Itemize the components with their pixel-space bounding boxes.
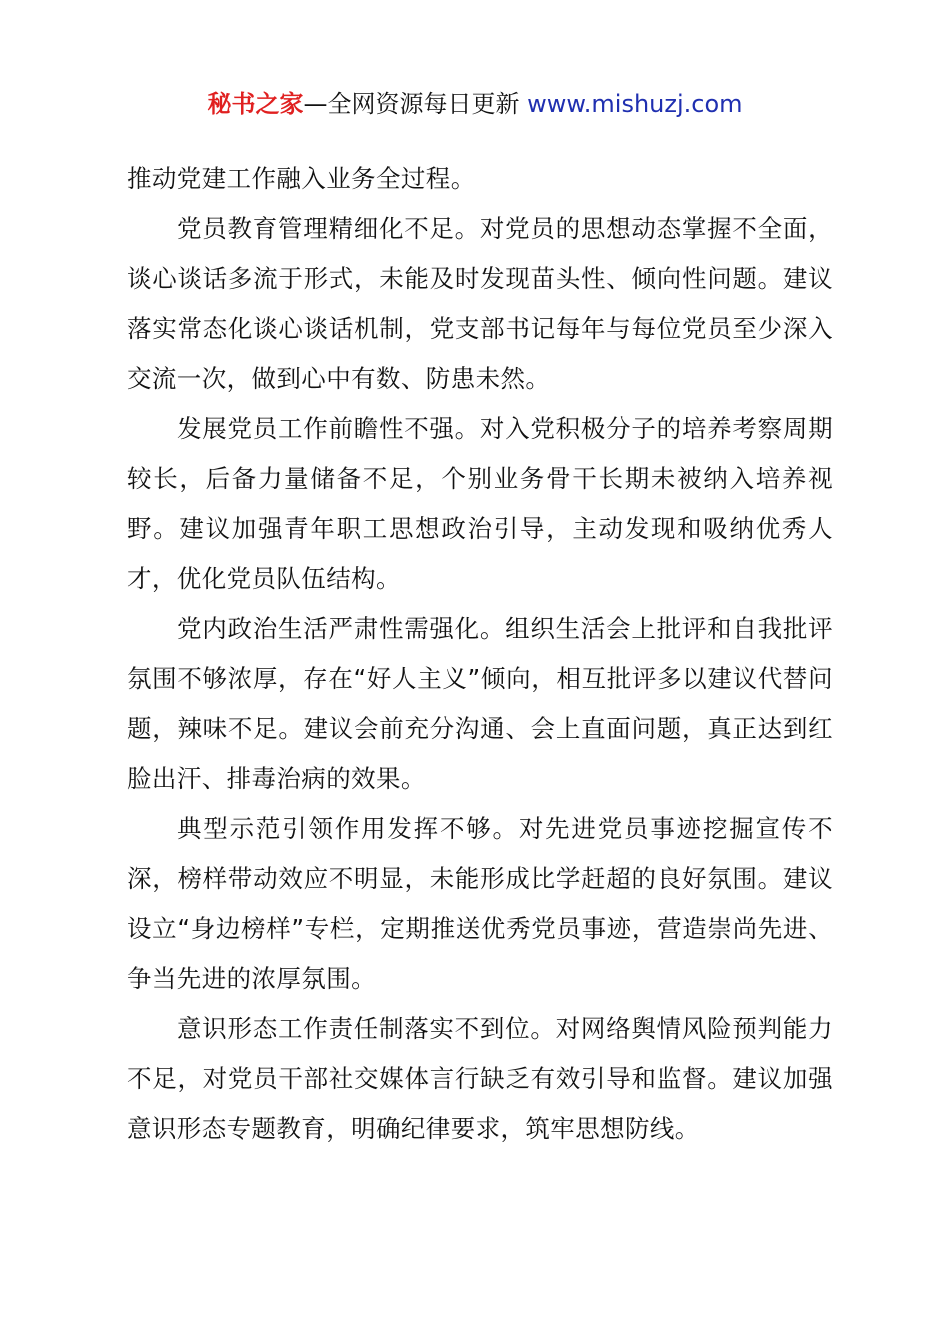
header-tagline: —全网资源每日更新 [303, 90, 520, 118]
document-body [127, 154, 833, 1154]
paragraph-political-life: 党内政治生活严肃性需强化。组织生活会上批评和自我批评氛围不够浓厚，存在“好人主义”倾向，相互批评多以建议代替问题，辣味不足。建议会前充分沟通、会上直面问题，真正达到红脸出汗、排毒治病的效果。 [127, 614, 833, 793]
brand-name: 秘书之家 [207, 90, 304, 118]
paragraph-ideology: 意识形态工作责任制落实不到位。对网络舆情风险预判能力不足，对党员干部社交媒体言行缺乏有效引导和监督。建议加强意识形态专题教育，明确纪律要求，筑牢思想防线。 [127, 1014, 833, 1143]
paragraph-continuation: 推动党建工作融入业务全过程。 [127, 164, 476, 193]
paragraph-role-models: 典型示范引领作用发挥不够。对先进党员事迹挖掘宣传不深，榜样带动效应不明显，未能形成比学赶超的良好氛围。建议设立“身边榜样”专栏，定期推送优秀党员事迹，营造崇尚先进、争当先进的浓厚氛围。 [127, 814, 833, 993]
paragraph-member-development: 发展党员工作前瞻性不强。对入党积极分子的培养考察周期较长，后备力量储备不足，个别业务骨干长期未被纳入培养视野。建议加强青年职工思想政治引导，主动发现和吸纳优秀人才，优化党员队伍结构。 [127, 414, 833, 593]
paragraph-party-education: 党员教育管理精细化不足。对党员的思想动态掌握不全面，谈心谈话多流于形式，未能及时发现苗头性、倾向性问题。建议落实常态化谈心谈话机制，党支部书记每年与每位党员至少深入交流一次，做到心中有数、防患未然。 [127, 214, 833, 393]
site-url-link[interactable]: www.mishuzj.com [527, 90, 743, 118]
page-header [0, 86, 950, 122]
